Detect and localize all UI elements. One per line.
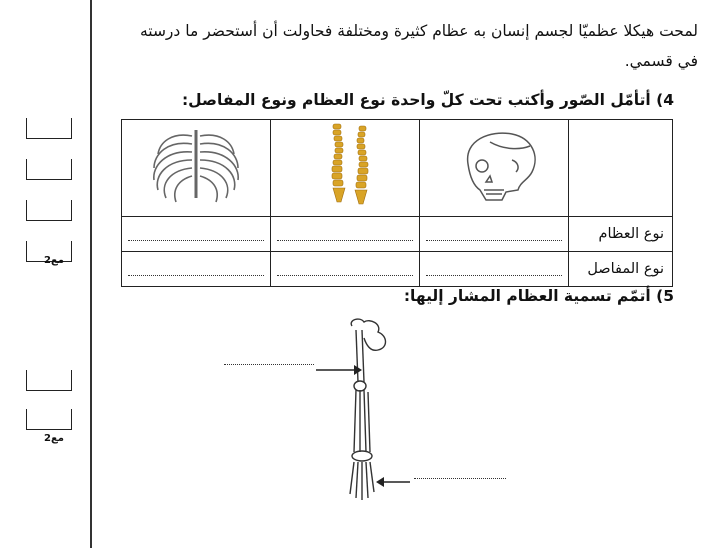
spine-image	[271, 120, 419, 212]
joints-type-label: نوع المفاصل	[569, 252, 673, 287]
answer-cell[interactable]	[122, 252, 271, 287]
empty-label-cell	[569, 120, 673, 217]
question-4-title: 4) أتأمّل الصّور وأكتب تحت كلّ واحدة نوع العظام ونوع المفاصل:	[181, 91, 674, 109]
score-box[interactable]	[26, 159, 72, 180]
score-box[interactable]	[26, 409, 72, 430]
joints-type-row	[122, 252, 673, 287]
answer-cell[interactable]	[271, 252, 420, 287]
answer-cell[interactable]	[271, 217, 420, 252]
score-label-q5: مع2	[44, 433, 64, 444]
spine-cell	[271, 120, 420, 217]
skull-image	[420, 120, 568, 212]
score-box[interactable]	[26, 118, 72, 139]
score-box[interactable]	[26, 370, 72, 391]
hand-arrow	[376, 476, 410, 488]
answer-cell[interactable]	[420, 252, 569, 287]
images-row	[122, 120, 673, 217]
bones-joints-table	[121, 119, 673, 287]
skull-cell	[420, 120, 569, 217]
hand-answer-line[interactable]	[414, 478, 506, 479]
ribcage-cell	[122, 120, 271, 217]
intro-paragraph	[88, 16, 698, 76]
humerus-answer-line[interactable]	[224, 364, 314, 365]
ribcage-image	[122, 120, 270, 212]
bones-type-label: نوع العظام	[569, 217, 673, 252]
score-label-q4: مع2	[44, 255, 64, 266]
humerus-arrow	[316, 364, 362, 376]
score-box[interactable]	[26, 200, 72, 221]
arm-skeleton-image	[330, 316, 410, 502]
answer-cell[interactable]	[420, 217, 569, 252]
answer-cell[interactable]	[122, 217, 271, 252]
margin-rule	[90, 0, 92, 548]
bones-type-row	[122, 217, 673, 252]
intro-line-1: لمحت هيكلا عظميّا لجسم إنسان به عظام كثيرة ومختلفة فحاولت أن أستحضر ما درسته	[139, 22, 698, 40]
intro-line-2: في قسمي.	[624, 52, 698, 70]
question-5-title: 5) أتمّم تسمية العظام المشار إليها:	[403, 287, 674, 305]
